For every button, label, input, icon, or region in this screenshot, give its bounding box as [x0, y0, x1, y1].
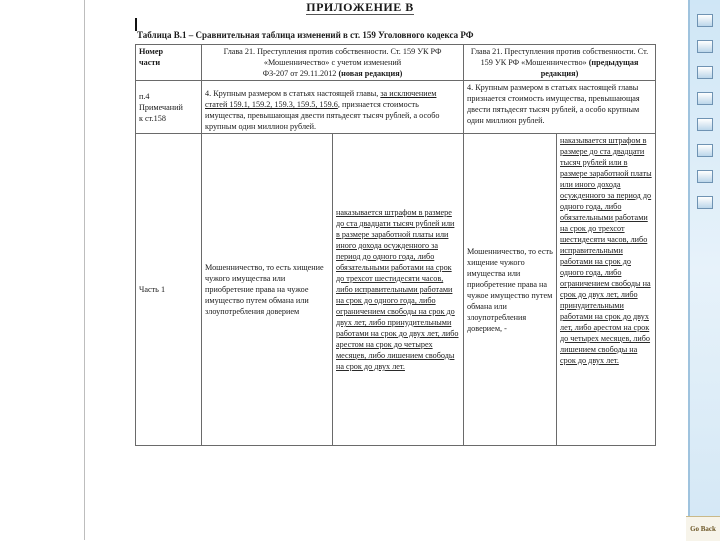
part1-new-punishment-cell: наказывается штрафом в размере до ста двадцати тысяч рублей или в размере заработной платы или иного дохода осужденного за период до одного года, либо обязательными работами на срок до трехсот шестидесяти часов, либо исправительными работами на срок до одного года, либо ограничением свободы на срок до двух лет, либо принудительными работами на срок до двух лет, либо арестом на срок до четырех месяцев, либо лишением свободы на срок до двух лет.: [333, 134, 464, 446]
slide-thumbnail-icon[interactable]: [697, 40, 713, 53]
left-margin: [0, 0, 84, 540]
header-part-number: Номер части: [136, 45, 202, 81]
slide-thumbnail-icon[interactable]: [697, 144, 713, 157]
header-prev-edition: Глава 21. Преступления против собственности. Ст. 159 УК РФ «Мошенничество» (предыдущая редакция): [464, 45, 656, 81]
table-row-part1: [136, 134, 656, 446]
table-header-row: [136, 45, 656, 81]
slide-thumbnail-icon[interactable]: [697, 92, 713, 105]
note-exception-text: за исключением статей 159.1, 159.2, 159.3, 159.5, 159.6: [205, 89, 437, 109]
slide-thumbnail-icon[interactable]: [697, 196, 713, 209]
part1-part-cell: Часть 1: [136, 134, 202, 446]
note-part-cell: п.4 Примечаний к ст.158: [136, 81, 202, 134]
new-edition-tag: (новая редакция): [338, 69, 403, 78]
header-new-edition: Глава 21. Преступления против собственности. Ст. 159 УК РФ «Мошенничество» с учетом изменений ФЗ-207 от 29.11.2012 (новая редакция): [202, 45, 464, 81]
slide-thumbnail-icon[interactable]: [697, 170, 713, 183]
part1-prev-definition-cell: Мошенничество, то есть хищение чужого имущества или приобретение права на чужое имущество путем обмана или злоупотребления доверием, -: [464, 134, 557, 446]
note-prev-edition-cell: 4. Крупным размером в статьях настоящей главы признается стоимость имущества, превышающая двести пятьдесят тысяч рублей, а особо крупным один миллион рублей.: [464, 81, 656, 134]
appendix-heading: ПРИЛОЖЕНИЕ В: [306, 0, 414, 14]
page-edge: [84, 0, 85, 540]
slide-thumbnail-icon[interactable]: [697, 118, 713, 131]
comparison-table: [135, 44, 656, 446]
viewer-sidebar: [688, 0, 720, 540]
prev-edition-tag: (предыдущая редакция): [540, 58, 639, 78]
table-title: Таблица В.1 – Сравнительная таблица изменений в ст. 159 Уголовного кодекса РФ: [137, 30, 474, 40]
note-new-edition-cell: 4. Крупным размером в статьях настоящей главы, за исключением статей 159.1, 159.2, 159.3, 159.5, 159.6, признается стоимость имущества, превышающая двести пятьдесят тысяч рублей, а особо крупным один миллион рублей.: [202, 81, 464, 134]
slide-thumbnail-icon[interactable]: [697, 14, 713, 27]
go-back-button[interactable]: Go Back: [686, 516, 720, 541]
table-row-note: [136, 81, 656, 134]
slide-thumbnail-icon[interactable]: [697, 66, 713, 79]
part1-new-definition-cell: Мошенничество, то есть хищение чужого имущества или приобретение права на чужое имущество путем обмана или злоупотребления доверием: [202, 134, 333, 446]
viewer-sidebar-edge: [688, 0, 690, 540]
part1-prev-punishment-cell: наказывается штрафом в размере до ста двадцати тысяч рублей или в размере заработной платы или иного дохода осужденного за период до одного года, либо обязательными работами на срок до трехсот шестидесяти часов, либо исправительными работами на срок до одного года, либо ограничением свободы на срок до двух лет, либо принудительными работами на срок до двух лет, либо арестом на срок до четырех месяцев, либо лишением свободы на срок до двух лет.: [557, 134, 656, 446]
